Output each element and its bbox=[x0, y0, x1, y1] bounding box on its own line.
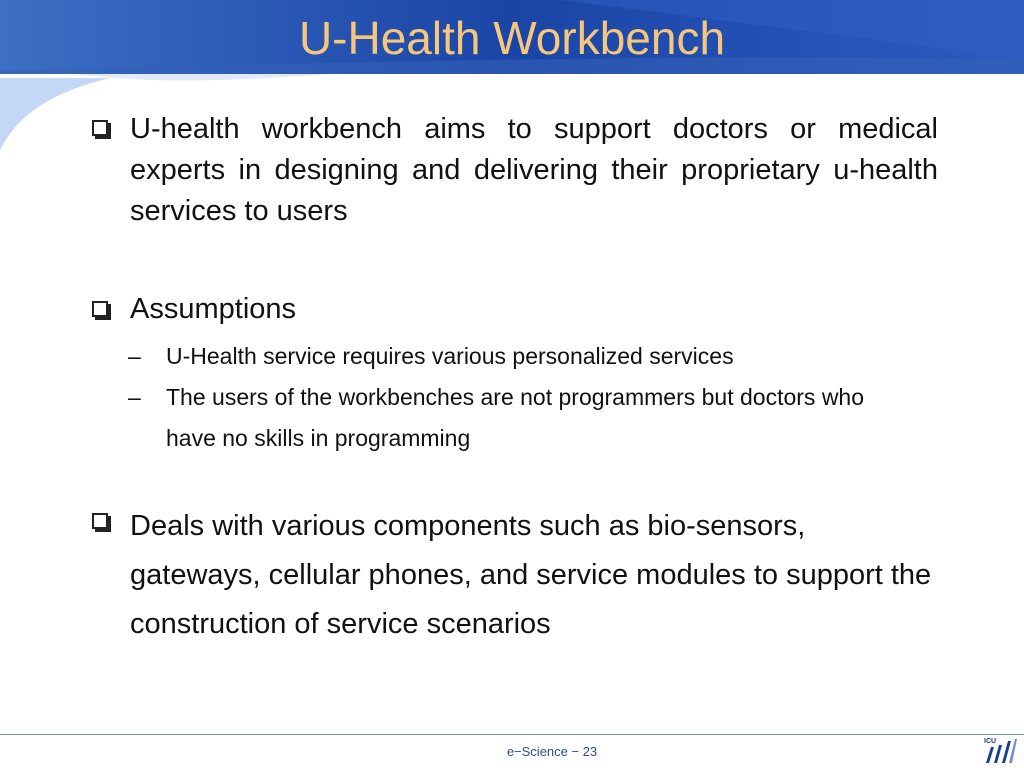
bullet-item bbox=[92, 290, 938, 328]
bullet-item bbox=[92, 109, 938, 232]
footer-slide-number: e−Science − 23 bbox=[506, 744, 598, 759]
sub-bullet-text: U-Health service requires various personalized services bbox=[166, 343, 734, 369]
sub-bullet-item bbox=[128, 336, 908, 377]
bullet-item bbox=[92, 502, 938, 649]
sub-bullet-text: The users of the workbenches are not programmers but doctors who have no skills in programming bbox=[166, 384, 865, 451]
bullet-text: Assumptions bbox=[130, 293, 297, 325]
checkbox-bullet-icon bbox=[92, 513, 108, 529]
icu-logo-icon bbox=[982, 735, 1018, 765]
footer-divider bbox=[0, 734, 1024, 735]
checkbox-bullet-icon bbox=[92, 301, 108, 317]
logo-text: ICU bbox=[984, 738, 997, 745]
checkbox-bullet-icon bbox=[92, 120, 108, 136]
dash-bullet-icon: – bbox=[128, 384, 141, 410]
dash-bullet-icon: – bbox=[128, 343, 141, 369]
sub-bullet-item bbox=[128, 377, 908, 459]
bullet-text: U-health workbench aims to support doctors or medical experts in designing and delivering their proprietary u-health services to users bbox=[130, 113, 938, 227]
bullet-text: Deals with various components such as bio-sensors, gateways, cellular phones, and service modules to support the construction of service scenarios bbox=[130, 510, 932, 640]
sub-bullet-list bbox=[128, 336, 908, 459]
slide-title: U-Health Workbench bbox=[298, 12, 726, 64]
